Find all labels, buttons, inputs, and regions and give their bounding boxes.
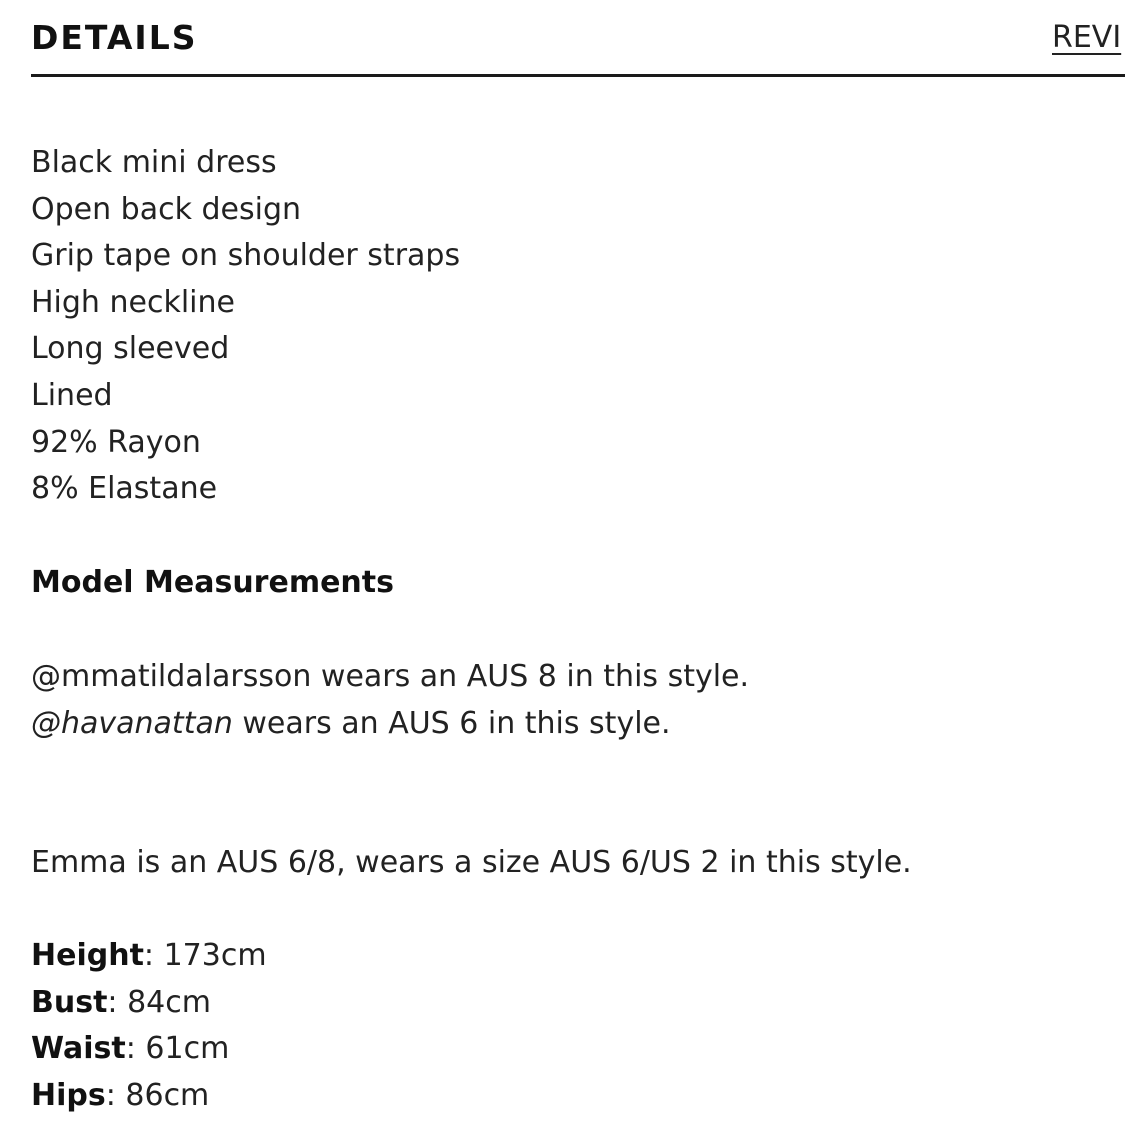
stat-waist	[31, 1026, 267, 1073]
stat-separator: :	[125, 1031, 146, 1067]
stat-label: Hips	[31, 1077, 106, 1113]
fit-note: Emma is an AUS 6/8, wears a size AUS 6/US 2 in this style.	[31, 845, 912, 880]
stat-hips	[31, 1073, 267, 1120]
product-tabs	[31, 0, 1125, 78]
stat-separator: :	[143, 938, 164, 973]
stat-bust	[31, 980, 267, 1027]
stat-label: Bust	[31, 984, 108, 1020]
stat-label: Waist	[31, 1031, 126, 1067]
list-item: High neckline	[31, 284, 235, 320]
stat-height	[31, 933, 267, 980]
model-note-text: wears an AUS 8 in this style.	[311, 659, 750, 694]
model-note-line	[31, 654, 749, 701]
model-measurements-heading: Model Measurements	[31, 565, 394, 600]
feature-list	[31, 140, 1091, 513]
details-panel	[31, 140, 1091, 1113]
list-item: Lined	[31, 377, 113, 413]
stat-label: Height	[31, 938, 144, 973]
list-item: 8% Elastane	[31, 471, 218, 507]
stat-value: 61cm	[145, 1031, 230, 1067]
model-note-line	[31, 701, 749, 748]
tab-details[interactable]: DETAILS	[31, 18, 198, 57]
model-notes	[31, 654, 749, 747]
tab-reviews[interactable]: REVI	[1052, 20, 1122, 55]
stat-value: 86cm	[125, 1077, 210, 1113]
list-item: Long sleeved	[31, 331, 230, 367]
list-item: Grip tape on shoulder straps	[31, 238, 461, 274]
list-item: Open back design	[31, 191, 302, 227]
stat-separator: :	[107, 984, 128, 1020]
stat-value: 173cm	[163, 938, 267, 973]
list-item: Black mini dress	[31, 145, 277, 180]
list-item: 92% Rayon	[31, 424, 201, 460]
tab-divider	[31, 74, 1125, 77]
model-note-text: wears an AUS 6 in this style.	[232, 705, 671, 741]
stat-value: 84cm	[127, 984, 211, 1020]
model-handle: @mmatildalarsson	[31, 659, 312, 694]
measurement-stats	[31, 933, 267, 1119]
stat-separator: :	[105, 1077, 126, 1113]
model-handle: @havanattan	[31, 705, 233, 741]
